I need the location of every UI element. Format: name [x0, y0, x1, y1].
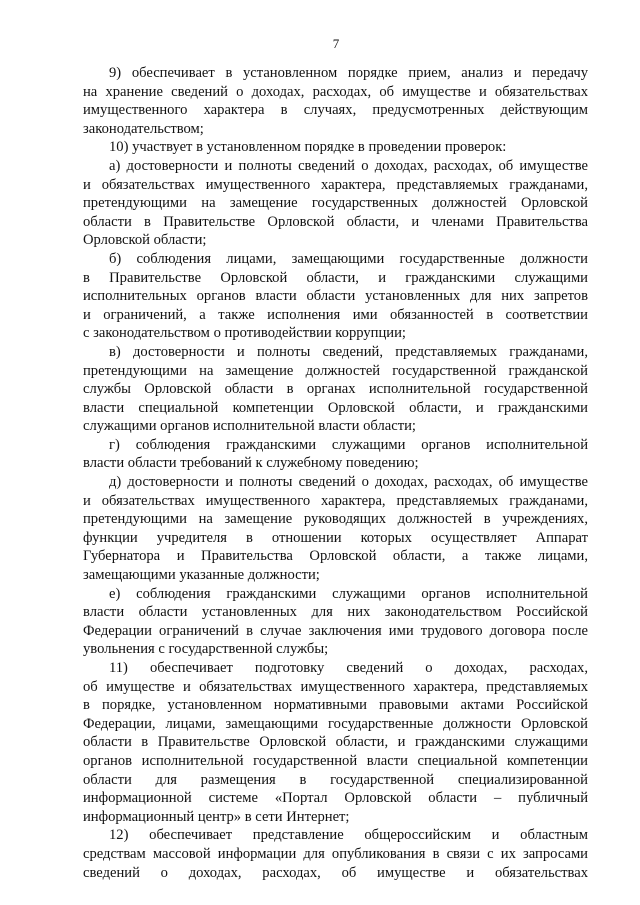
- text-line: в) достоверности и полноты сведений, представляемых гражданами,: [109, 343, 588, 360]
- text-line: средствам массовой информации для опубликования в связи с их запросами: [83, 845, 588, 862]
- text-line: Губернатора и Правительства Орловской области, а также лицами,: [83, 548, 588, 565]
- text-line: 12) обеспечивает представление общероссийским и областным: [109, 827, 588, 844]
- text-line: власти области требований к служебному поведению;: [83, 455, 419, 472]
- text-line: в Правительстве Орловской области, и гражданскими служащими: [83, 269, 588, 286]
- text-line: области в Правительстве Орловской области, и членами Правительства: [83, 213, 588, 230]
- text-line: на хранение сведений о доходах, расходах, об имуществе и обязательствах: [83, 83, 588, 100]
- text-line: информационный центр» в сети Интернет;: [83, 808, 350, 825]
- text-line: имущественного характера в случаях, предусмотренных действующим: [83, 102, 588, 119]
- text-line: Федерации ограничений в случае заключения ими трудового договора после: [83, 622, 588, 639]
- text-line: службы Орловской области в органах исполнительной государственной: [83, 381, 588, 398]
- text-line: об имуществе и обязательствах имущественного характера, представляемых: [83, 678, 588, 695]
- text-line: функции учредителя в отношении которых осуществляет Аппарат: [83, 529, 588, 546]
- text-line: области в Правительстве Орловской области, и гражданскими служащими: [83, 734, 588, 751]
- text-line: замещающими указанные должности;: [83, 567, 320, 584]
- text-line: в порядке, установленном нормативными правовыми актами Российской: [83, 697, 588, 714]
- page-number: 7: [332, 36, 340, 51]
- text-line: д) достоверности и полноты сведений о доходах, расходах, об имуществе: [109, 474, 588, 491]
- text-line: е) соблюдения гражданскими служащими органов исполнительной: [109, 585, 588, 602]
- text-line: с законодательством о противодействии коррупции;: [83, 325, 406, 342]
- text-line: исполнительных органов власти области установленных для них запретов: [83, 288, 588, 305]
- text-line: претендующими на замещение руководящих должностей в учреждениях,: [83, 511, 588, 528]
- text-line: претендующими на замещение должностей государственной гражданской: [83, 362, 588, 379]
- text-line: и ограничений, а также исполнения ими обязанностей в соответствии: [83, 306, 588, 323]
- document-body: [83, 64, 588, 882]
- text-line: г) соблюдения гражданскими служащими органов исполнительной: [109, 436, 588, 453]
- text-line: 9) обеспечивает в установленном порядке прием, анализ и передачу: [109, 65, 588, 81]
- text-line: служащими органов исполнительной власти области;: [83, 418, 416, 435]
- text-line: информационной системе «Портал Орловской области – публичный: [83, 790, 588, 807]
- text-line: сведений о доходах, расходах, об имуществе и обязательствах: [83, 864, 588, 881]
- text-line: власти специальной компетенции Орловской области, и гражданскими: [83, 399, 588, 416]
- text-line: и обязательствах имущественного характера, представляемых гражданами,: [83, 176, 588, 193]
- text-line: власти области установленных для них законодательством Российской: [83, 604, 588, 621]
- text-line: и обязательствах имущественного характера, представляемых гражданами,: [83, 492, 588, 509]
- text-line: Федерации, лицами, замещающими государственные должности Орловской: [83, 715, 588, 732]
- text-line: увольнения с государственной службы;: [83, 641, 329, 658]
- text-line: б) соблюдения лицами, замещающими государственные должности: [109, 250, 588, 267]
- text-line: области для размещения в государственной специализированной: [83, 771, 588, 788]
- text-line: 11) обеспечивает подготовку сведений о доходах, расходах,: [109, 660, 588, 676]
- text-line: законодательством;: [83, 120, 204, 137]
- text-line: а) достоверности и полноты сведений о доходах, расходах, об имуществе: [109, 157, 588, 174]
- text-line: Орловской области;: [83, 232, 207, 249]
- text-line: органов исполнительной государственной власти специальной компетенции: [83, 752, 588, 769]
- text-line: 10) участвует в установленном порядке в проведении проверок:: [109, 139, 507, 156]
- text-line: претендующими на замещение государственных должностей Орловской: [83, 195, 588, 212]
